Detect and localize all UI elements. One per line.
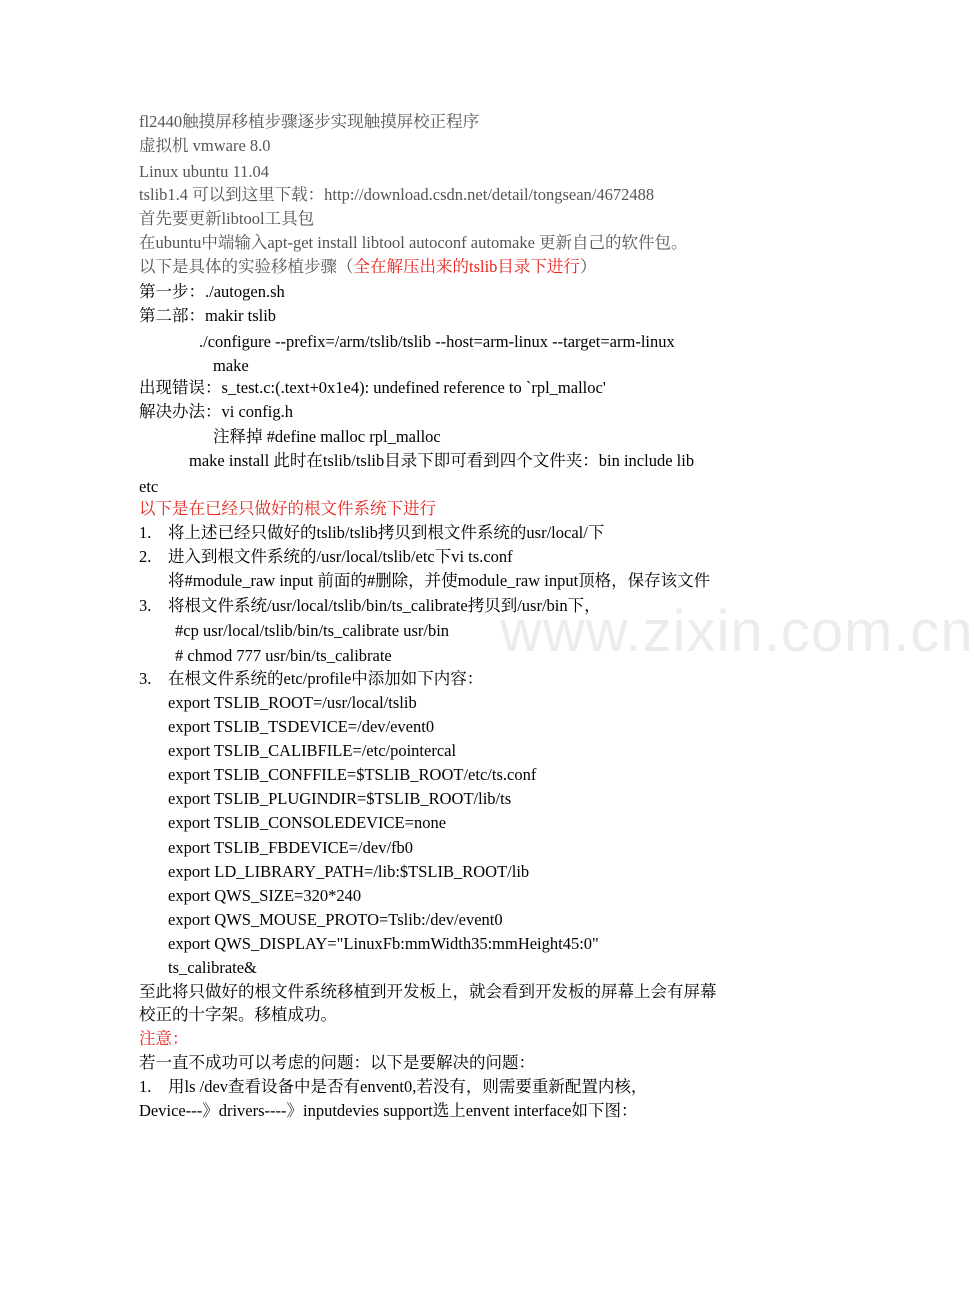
kernel-config-path: Device---》drivers----》inputdevies support选上envent interface如下图：	[139, 1101, 638, 1120]
conclusion-line-cont: 校正的十字架。移植成功。	[139, 1005, 337, 1024]
make-command: make	[213, 356, 249, 375]
list-text: 进入到根文件系统的/usr/local/tslib/etc下vi ts.conf	[168, 547, 513, 566]
make-install-line: make install 此时在tslib/tslib目录下即可看到四个文件夹：bin include lib	[189, 451, 695, 470]
chmod-command: # chmod 777 usr/bin/ts_calibrate	[175, 646, 392, 665]
list-number: 3.	[139, 669, 152, 688]
ts-calibrate-line: ts_calibrate&	[168, 958, 257, 977]
comment-out-line: 注释掉 #define malloc rpl_malloc	[213, 427, 441, 446]
export-line: export TSLIB_CONSOLEDEVICE=none	[168, 813, 447, 832]
watermark: www.zixin.com.cn	[500, 599, 974, 664]
steps-intro-text: 以下是具体的实验移植步骤（	[139, 257, 354, 276]
note-heading: 注意：	[139, 1029, 189, 1048]
export-line: export TSLIB_FBDEVICE=/dev/fb0	[168, 838, 414, 857]
list-number: 1.	[139, 523, 152, 542]
steps-intro-line	[139, 256, 596, 278]
configure-command: ./configure --prefix=/arm/tslib/tslib --host=arm-linux --target=arm-linux	[199, 332, 675, 351]
list-text: 用ls /dev查看设备中是否有envent0,若没有，则需要重新配置内核，	[168, 1077, 648, 1096]
export-line: export TSLIB_CONFFILE=$TSLIB_ROOT/etc/ts.conf	[168, 765, 537, 784]
solution-line: 解决办法：vi config.h	[139, 402, 293, 421]
list-number: 1.	[139, 1077, 152, 1096]
step-two-line: 第二部：makir tslib	[139, 306, 277, 325]
export-line: export TSLIB_CALIBFILE=/etc/pointercal	[168, 741, 457, 760]
step-one-line: 第一步：./autogen.sh	[139, 282, 285, 301]
rootfs-heading: 以下是在已经只做好的根文件系统下进行	[139, 499, 436, 518]
error-line: 出现错误：s_test.c:(.text+0x1e4): undefined reference to `rpl_malloc'	[139, 378, 606, 397]
export-line: export QWS_SIZE=320*240	[168, 886, 362, 905]
list-text: 将根文件系统/usr/local/tslib/bin/ts_calibrate拷贝到/usr/bin下，	[168, 596, 601, 615]
export-line: export TSLIB_ROOT=/usr/local/tslib	[168, 693, 417, 712]
export-line: export TSLIB_TSDEVICE=/dev/event0	[168, 717, 435, 736]
export-line: export QWS_MOUSE_PROTO=Tslib:/dev/event0	[168, 910, 503, 929]
apt-get-line: 在ubuntu中端输入apt-get install libtool autoconf automake 更新自己的软件包。	[139, 233, 688, 252]
vm-info-line: 虚拟机 vmware 8.0	[139, 136, 271, 155]
linux-info-line: Linux ubuntu 11.04	[139, 162, 270, 181]
make-install-line-cont: etc	[139, 477, 159, 496]
cp-command: #cp usr/local/tslib/bin/ts_calibrate usr/bin	[175, 621, 450, 640]
export-line: export TSLIB_PLUGINDIR=$TSLIB_ROOT/lib/ts	[168, 789, 512, 808]
troubleshoot-intro: 若一直不成功可以考虑的问题：以下是要解决的问题：	[139, 1053, 535, 1072]
list-number: 2.	[139, 547, 152, 566]
conclusion-line: 至此将只做好的根文件系统移植到开发板上，就会看到开发板的屏幕上会有屏幕	[139, 982, 717, 1001]
document-title: fl2440触摸屏移植步骤逐步实现触摸屏校正程序	[139, 112, 480, 131]
list-item-2-detail: 将#module_raw input 前面的#删除，并使module_raw input顶格，保存该文件	[168, 571, 711, 590]
list-text: 在根文件系统的etc/profile中添加如下内容：	[168, 669, 484, 688]
export-line: export LD_LIBRARY_PATH=/lib:$TSLIB_ROOT/lib	[168, 862, 530, 881]
update-libtool-line: 首先要更新libtool工具包	[139, 209, 315, 228]
tslib-download-line: tslib1.4 可以到这里下载：http://download.csdn.net/detail/tongsean/4672488	[139, 185, 655, 204]
list-item-1	[139, 522, 604, 544]
steps-intro-close: ）	[579, 257, 597, 276]
list-number: 3.	[139, 596, 152, 615]
steps-intro-highlight: 全在解压出来的tslib目录下进行	[353, 257, 580, 276]
list-item-3b	[139, 668, 483, 690]
troubleshoot-item-1	[139, 1076, 647, 1098]
list-item-2	[139, 546, 513, 568]
list-text: 将上述已经只做好的tslib/tslib拷贝到根文件系统的usr/local/下	[168, 523, 605, 542]
export-line: export QWS_DISPLAY="LinuxFb:mmWidth35:mmHeight45:0"	[168, 934, 599, 953]
